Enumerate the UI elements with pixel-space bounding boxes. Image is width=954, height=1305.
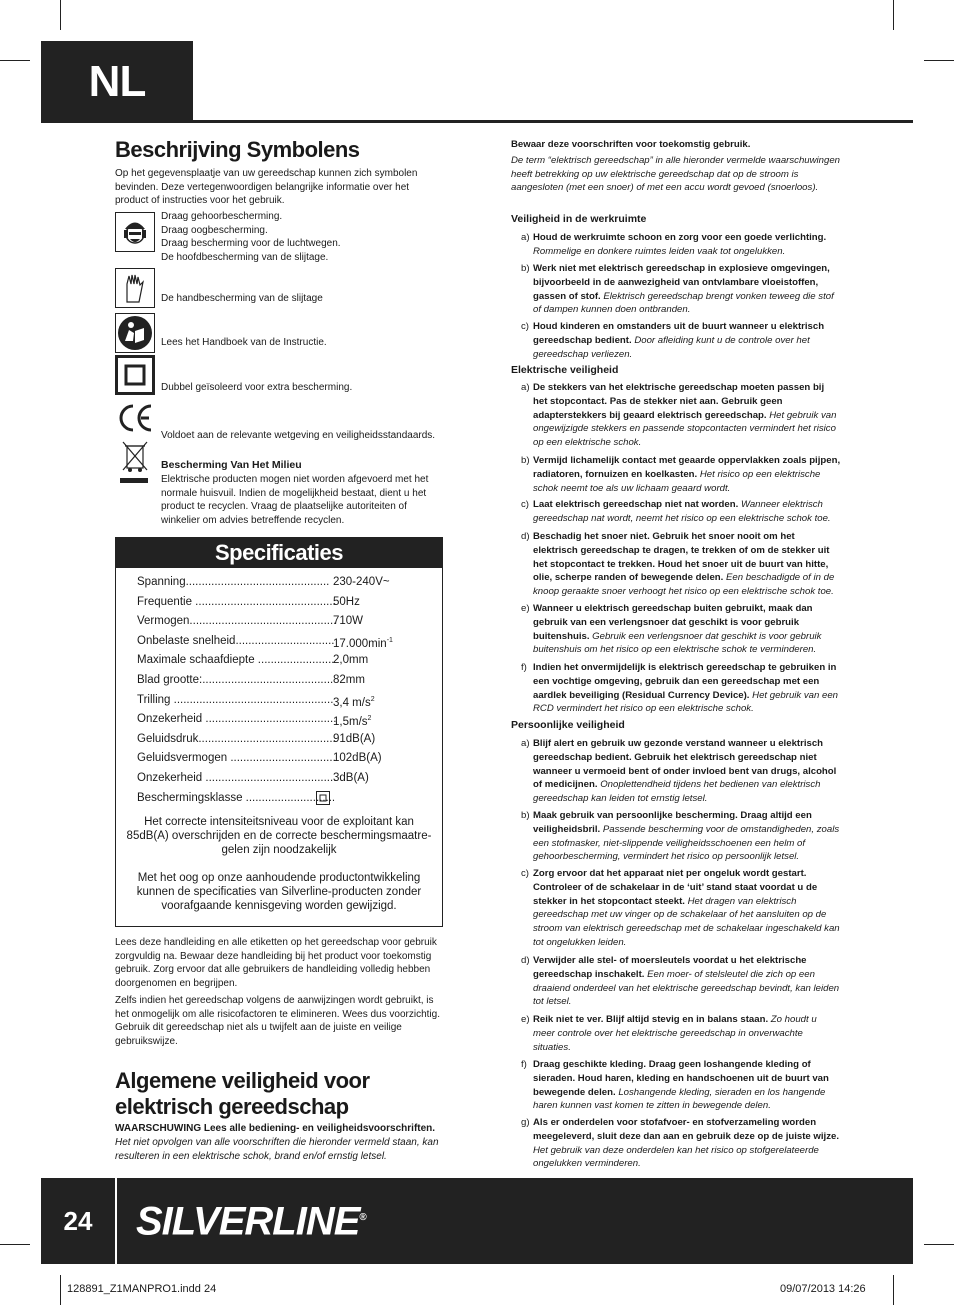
spec-label: Spanning............................................. [137, 576, 330, 588]
spec-value [333, 594, 360, 610]
spec-label: Vermogen.............................................. [137, 615, 337, 628]
spec-label: Onzekerheid ......................................... [137, 772, 337, 784]
spec-label: Geluidsdruk........................................... [137, 732, 336, 745]
item-letter: c) [521, 499, 529, 510]
item-body [533, 262, 841, 317]
item-italic: Door afleiding kunt u de controle over het gereedschap verliezen. [533, 334, 810, 360]
crop-mark [0, 60, 30, 61]
safety-item [521, 381, 841, 450]
instructions-p2: Zelfs indien het gereedschap volgens de aanwijzingen wordt gebruikt, is het onmogelijk om alle risicofactoren te elimineren. Wees dus voorzichtig. Gebruik dit gereedschap niet als u twijfelt aan de juiste en veilige gebruikswijze. [115, 995, 440, 1047]
item-bold: Zorg ervoor dat het apparaat niet per ongeluk wordt gestart. Controleer of de schakelaar in de ‘uit’ stand staat voordat u de stekker in het stopcontact steekt. [533, 868, 818, 907]
item-bold: De stekkers van het elektrische gereedschap moeten passen bij het stopcontact. Pas de stekker niet aan. Gebruik geen adapterstekkers bij geaard elektrisch gereedschap. [533, 382, 825, 421]
item-letter: a) [521, 382, 530, 393]
general-title-2: elektrisch gereedschap [115, 1094, 349, 1119]
item-letter: f) [521, 1059, 527, 1070]
symbols-intro: Op het gegevensplaatje van uw gereedschap kunnen zich symbolen bevinden. Deze vertegenwoordigen belangrijke informatie over het product of instructies voor het gebruik. [115, 168, 418, 207]
item-bold: Verwijder alle stel- of moersleutels voordat u het elektrische gereedschap inschakelt. [533, 955, 807, 980]
item-letter: b) [521, 455, 530, 466]
safety-item [521, 320, 841, 361]
footer-bar [41, 1178, 913, 1264]
item-italic: Een moer- of stelsleutel die zich op een draaiend onderdeel van het elektrische gereedschap bevindt, kan leiden tot letsel. [533, 968, 840, 1008]
registered-mark: ® [359, 1212, 366, 1223]
spec-value [333, 672, 365, 688]
spec-value-exponent: 2 [370, 695, 375, 703]
spec-value [333, 750, 382, 766]
symbol-text-ppe [161, 210, 441, 264]
item-italic: Het gebruik van deze onderdelen kan het risico op stofgerelateerde ongelukken verminderen. [533, 1144, 819, 1170]
item-body [533, 454, 841, 495]
spec-value [316, 790, 330, 806]
ce-mark-icon [115, 398, 155, 438]
spec-label: Geluidsvermogen ................................. [137, 752, 336, 765]
spec-label: Frequentie ............................................ [137, 595, 336, 608]
item-bold: Houd kinderen en omstanders uit de buurt wanneer u elektrisch gereedschap bedient. [533, 321, 825, 346]
item-bold: Draag geschikte kleding. Draag geen loshangende kleding of sieraden. Houd haren, kleding en handschoenen uit de buurt van bewegende delen. [533, 1059, 829, 1098]
item-body [533, 867, 841, 950]
safety-item [521, 1116, 841, 1171]
symbol-line: De hoofdbescherming van de slijtage. [161, 251, 329, 263]
spec-value-text: 2,0mm [333, 654, 369, 667]
spec-value-text: 3,4 m/s [333, 696, 371, 709]
spec-label: Beschermingsklasse ............................ [137, 791, 336, 804]
item-letter: c) [521, 321, 529, 332]
item-bold: Indien het onvermijdelijk is elektrisch gereedschap te gebruiken in een vochtige omgeving, gebruik dan een gereedschap met een aardlek beveiliging (Residual Currency Device). [533, 662, 837, 701]
item-italic: Het risico op een elektrische schok neemt toe als uw lichaam geaard wordt. [533, 468, 821, 494]
safety-item [521, 1058, 841, 1113]
spec-label: Trilling .................................................. [137, 693, 334, 706]
section-title-personal: Persoonlijke veiligheid [511, 719, 625, 731]
spec-value-text: 1,5m/s [333, 716, 368, 729]
item-bold: Blijf alert en gebruik uw gezonde verstand wanneer u elektrisch gereedschap bedient. Gebruik het elektrisch gereedschap niet wanneer u vermoeid bent of onder invloed bent van drugs, alcohol of medicijnen. [533, 738, 837, 791]
item-body [533, 954, 841, 1009]
spec-label: Maximale schaafdiepte ........................ [137, 654, 335, 667]
item-bold: Maak gebruik van persoonlijke bescherming. Draag altijd een veiligheidsbril. [533, 810, 812, 835]
print-date: 09/07/2013 14:26 [780, 1283, 866, 1295]
item-body [533, 602, 841, 657]
item-body [533, 320, 841, 361]
page-number: 24 [63, 1205, 93, 1236]
item-italic: Het gebruik van ongewijzigde stekkers en passende stopcontacten vermindert het risico op een elektrische schok. [533, 409, 837, 449]
item-body [533, 498, 841, 526]
item-italic: Passende bescherming voor de omstandigheden, zoals een stofmasker, niet-slippende veiligheidsschoenen een helm of gehoorbescherming, vermindert het risico op persoonlijk letsel. [533, 823, 840, 863]
item-italic: Het gebruik van een RCD vermindert het risico op een elektrische schok. [533, 689, 839, 715]
item-body [533, 661, 841, 716]
item-letter: e) [521, 603, 530, 614]
spec-value-text: 710W [333, 615, 364, 628]
language-tab [41, 41, 193, 123]
safety-item [521, 661, 841, 716]
item-italic: Elektrisch gereedschap brengt vonken teweeg die stof of dampen kunnen doen ontbranden. [533, 290, 834, 316]
item-letter: g) [521, 1117, 530, 1128]
file-slug: 128891_Z1MANPRO1.indd 24 [67, 1283, 217, 1295]
safety-item [521, 454, 841, 495]
item-italic: Gebruik een verlengsnoer dat geschikt is voor gebruik buitenshuis om het risico op een elektrische schok te verminderen. [533, 630, 822, 656]
item-bold: Werk niet met elektrisch gereedschap in explosieve omgevingen, bijvoorbeeld in de aanwezigheid van ontvlambare vloeistoffen, gassen of stof. [533, 263, 830, 302]
safety-item [521, 809, 841, 864]
ppe-head-icon [115, 212, 155, 252]
item-letter: c) [521, 868, 529, 879]
crop-mark [60, 0, 61, 30]
safety-item [521, 954, 841, 1009]
crop-mark [893, 0, 894, 30]
item-letter: d) [521, 955, 530, 966]
symbol-line: Draag gehoorbescherming. [161, 211, 283, 222]
general-title-1: Algemene veiligheid voor [115, 1068, 370, 1093]
keep-instructions: Bewaar deze voorschriften voor toekomstig gebruik. [511, 139, 751, 150]
brand-wordmark: SILVERLINE [136, 1199, 360, 1244]
crop-mark [924, 1244, 954, 1245]
spec-value-exponent: -1 [386, 636, 393, 644]
power-tool-definition: De term “elektrisch gereedschap” in alle hieronder vermelde waarschuwingen heeft betrekking op uw elektrische gereedschap dat op de stroom is aangesloten (met een snoer) of met een accu wordt gevoed (snoerloos). [511, 155, 841, 194]
item-body [533, 231, 841, 259]
spec-value [333, 731, 375, 747]
item-italic: Rommelige en donkere ruimtes leiden vaak tot ongelukken. [533, 245, 786, 257]
safety-item [521, 262, 841, 317]
spec-value [333, 633, 393, 652]
item-body [533, 1013, 841, 1054]
item-bold: Beschadig het snoer niet. Gebruik het snoer nooit om het elektrisch gereedschap te dragen, te trekken of om de stekker uit het stopcontact te trekken. Houd het snoer uit de buurt van hitte, olie, scherpe randen of bewegende delen. [533, 531, 830, 584]
weee-bin-icon [115, 440, 155, 488]
item-bold: Reik niet te ver. Blijf altijd stevig en in balans staan. [533, 1014, 769, 1025]
footer-separator [115, 1178, 117, 1264]
item-bold: Wanneer u elektrisch gereedschap buiten gebruikt, maak dan gebruik van een verlengsnoer dat geschikt is voor gebruik buitenshuis. [533, 603, 813, 642]
spec-value-text: 82mm [333, 674, 365, 686]
symbol-text-ce: Voldoet aan de relevante wetgeving en veiligheidsstandaards. [161, 430, 436, 441]
double-insulated-icon [115, 355, 155, 395]
spec-note-noise: Het correcte intensiteitsniveau voor de exploitant kan 85dB(A) overschrijden en de correcte beschermingsmaatre-gelen zijn noodzakelijk [126, 816, 432, 856]
spec-value [333, 770, 369, 786]
item-letter: e) [521, 1014, 530, 1025]
general-warning: WAARSCHUWING Lees alle bediening- en veiligheidsvoorschriften. [115, 1123, 436, 1134]
safety-item [521, 1013, 841, 1054]
spec-value [333, 692, 375, 711]
spec-note-changes: Met het oog op onze aanhoudende productontwikkeling kunnen de specificaties van Silverline-producten zonder voorafgaande kennisgeving worden gewijzigd. [136, 872, 422, 912]
spec-value-text: 17.000min [333, 637, 387, 650]
spec-title: Specificaties [116, 538, 442, 568]
spec-value [333, 711, 371, 730]
symbol-text-manual: Lees het Handboek van de Instructie. [161, 337, 327, 348]
section-title-work-area: Veiligheid in de werkruimte [511, 213, 647, 225]
section-title-electrical: Elektrische veiligheid [511, 364, 619, 376]
safety-item [521, 602, 841, 657]
safety-item [521, 530, 841, 599]
symbol-line: Draag oogbescherming. [161, 224, 268, 236]
spec-value-text: 102dB(A) [333, 752, 382, 765]
item-letter: a) [521, 232, 530, 243]
spec-value [333, 574, 390, 590]
item-italic: Een beschadigde of in de knoop geraakte snoer verhoogt het risico op een elektrische schok toe. [533, 572, 835, 598]
item-letter: b) [521, 263, 530, 274]
double-insulated-icon [316, 792, 330, 804]
crop-mark [0, 1244, 30, 1245]
spec-value [333, 652, 368, 668]
item-body [533, 1058, 841, 1113]
item-italic: Het dragen van elektrisch gereedschap met uw vinger op de schakelaar of het aansluiten op de stroom van elektrisch gereedschap met de schakelaar ingeschakeld kan tot ongelukken leiden. [533, 895, 840, 948]
item-body [533, 530, 841, 599]
safety-item [521, 498, 841, 526]
item-italic: Loshangende kleding, sieraden en los hangende haren kunnen vast komen te zitten in bewegende delen. [533, 1086, 826, 1112]
safety-item [521, 867, 841, 950]
gloves-icon [115, 268, 155, 308]
spec-label: Blad grootte:......................................... [137, 674, 334, 686]
item-body [533, 381, 841, 450]
item-body [533, 1116, 841, 1171]
safety-item [521, 737, 841, 806]
crop-mark [924, 60, 954, 61]
symbol-line: Draag bescherming voor de luchtwegen. [161, 238, 341, 250]
item-letter: a) [521, 738, 530, 749]
manual-icon [115, 313, 155, 353]
general-warning-detail: Het niet opvolgen van alle voorschriften die hieronder vermeld staan, kan resulteren in een elektrische schok, brand en/of ernstig letsel. [115, 1137, 439, 1162]
crop-mark [893, 1275, 894, 1305]
item-body [533, 737, 841, 806]
item-bold: Vermijd lichamelijk contact met geaarde oppervlakken zoals pijpen, radiatoren, fornuizen en koelkasten. [533, 455, 841, 480]
item-body [533, 809, 841, 864]
item-letter: d) [521, 531, 530, 542]
item-letter: f) [521, 662, 527, 673]
language-label: NL [88, 57, 146, 106]
item-italic: Zo houdt u meer controle over het elektrische gereedschap in onverwachte situaties. [533, 1014, 817, 1053]
item-bold: Laat elektrisch gereedschap niet nat worden. [533, 499, 739, 510]
spec-value-text: 3dB(A) [333, 772, 369, 784]
spec-value-exponent: 2 [367, 715, 372, 723]
spec-value-text: 91dB(A) [333, 732, 376, 745]
spec-label: Onzekerheid ......................................... [137, 713, 337, 726]
symbol-text-double-insulated: Dubbel geïsoleerd voor extra bescherming. [161, 382, 353, 393]
spec-value-text: 230-240V~ [333, 576, 390, 588]
spec-value-text: 50Hz [333, 595, 360, 608]
spec-label: Onbelaste snelheid............................... [137, 634, 335, 647]
header-rule [193, 120, 913, 123]
item-letter: b) [521, 810, 530, 821]
crop-mark [60, 1275, 61, 1305]
weee-title: Bescherming Van Het Milieu [161, 459, 302, 471]
item-italic: Onoplettendheid tijdens het bedienen van elektrisch gereedschap kan leiden tot ernstig letsel. [533, 779, 821, 805]
weee-text: Elektrische producten mogen niet worden afgevoerd met het normale huisvuil. Indien de mogelijkheid bestaat, dient u het product te recyclen. Vraag de plaatselijke autoriteiten of winkelier om advies betreffende recyclen. [161, 474, 429, 526]
item-italic: Wanneer elektrisch gereedschap nat wordt, neemt het risico op een elektrische schok toe. [533, 499, 831, 524]
symbol-text-gloves: De handbescherming van de slijtage [161, 293, 323, 304]
brand-logo [136, 1188, 436, 1248]
item-bold: Houd de werkruimte schoon en zorg voor een goede verlichting. [533, 232, 827, 243]
spec-value [333, 613, 363, 629]
instructions-p1: Lees deze handleiding en alle etiketten op het gereedschap voor gebruik zorgvuldig na. Bewaar deze handleiding bij het product voor toekomstig gebruik. Zorg ervoor dat alle gebruikers de handleiding volledig hebben doorgenomen en begrijpen. [115, 937, 437, 989]
spec-box [115, 537, 443, 927]
safety-item [521, 231, 841, 259]
symbols-title: Beschrijving Symbolens [115, 137, 360, 162]
item-bold: Als er onderdelen voor stofafvoer- en stofverzameling worden meegeleverd, sluit deze dan aan en gebruik deze op de juiste wijze. [533, 1117, 840, 1142]
